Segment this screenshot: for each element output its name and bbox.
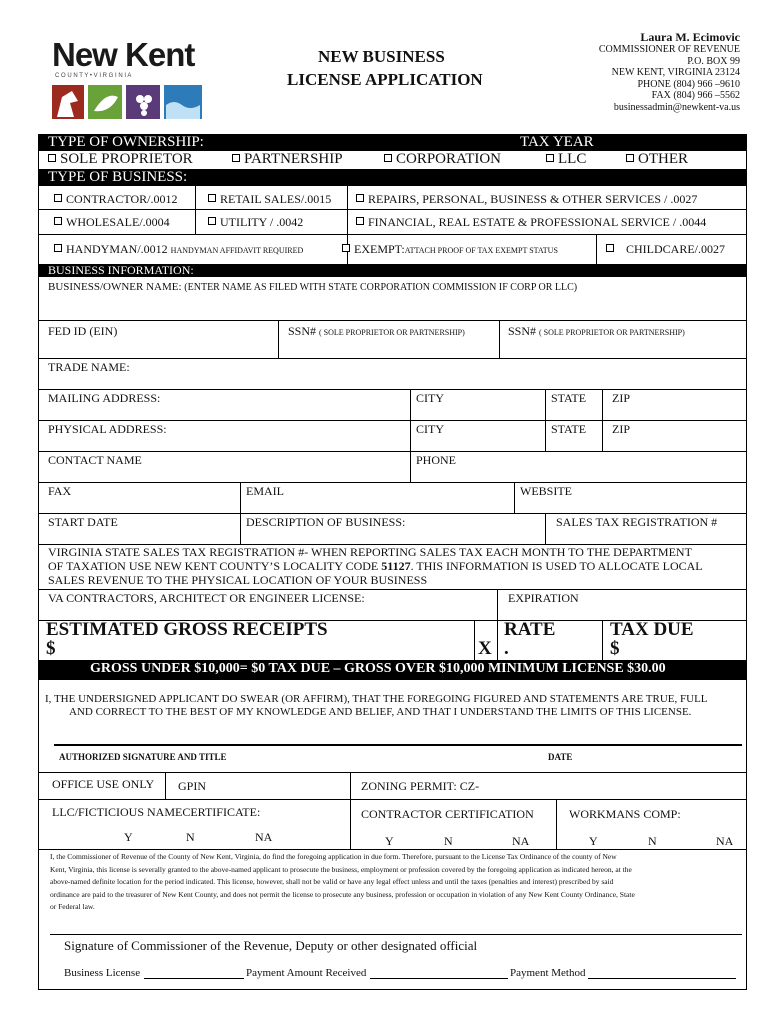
business-license-blank[interactable] [144, 978, 244, 979]
contact-name-field[interactable]: CONTACT NAME [48, 453, 142, 467]
option-repairs[interactable]: REPAIRS, PERSONAL, BUSINESS & OTHER SERVICES / .0027 [356, 192, 697, 207]
contractor-option-n[interactable]: N [444, 834, 453, 848]
checkbox[interactable] [606, 244, 614, 252]
handyman-note: HANDYMAN AFFIDAVIT REQUIRED [170, 246, 304, 255]
tax-year-label: TAX YEAR [520, 134, 594, 150]
mailing-state-field[interactable]: STATE [551, 391, 587, 405]
form-title-line2: LICENSE APPLICATION [287, 70, 483, 89]
checkbox[interactable] [48, 154, 56, 162]
workmans-comp-label: WORKMANS COMP: [569, 807, 681, 821]
affirmation-line1: I, THE UNDERSIGNED APPLICANT DO SWEAR (OR AFFIRM), THAT THE FOREGOING FIGURED AND STATEMENTS ARE TRUE, FULL [45, 693, 708, 705]
fax-field[interactable]: FAX [48, 484, 72, 498]
phone-number: PHONE (804) 966 –9610 [637, 78, 740, 90]
llc-option-na[interactable]: NA [255, 830, 273, 844]
checkbox[interactable] [54, 217, 62, 225]
option-contractor[interactable]: CONTRACTOR/.0012 [54, 192, 177, 207]
option-llc[interactable]: LLC [546, 151, 586, 168]
phone-field[interactable]: PHONE [416, 453, 457, 467]
mailing-address-field[interactable]: MAILING ADDRESS: [48, 391, 161, 405]
payment-method-label: Payment Method [510, 967, 586, 979]
option-wholesale[interactable]: WHOLESALE/.0004 [54, 215, 170, 230]
office-use-label: OFFICE USE ONLY [52, 777, 155, 791]
email-address: businessadmin@newkent-va.us [613, 101, 740, 113]
workmans-option-y[interactable]: Y [589, 834, 598, 848]
physical-zip-field[interactable]: ZIP [612, 422, 630, 436]
gross-receipts-dollar[interactable]: $ [46, 638, 56, 659]
sales-tax-registration-field[interactable]: SALES TAX REGISTRATION # [556, 515, 718, 529]
option-partnership[interactable]: PARTNERSHIP [232, 151, 343, 168]
mailing-city-field[interactable]: CITY [416, 391, 444, 405]
checkbox[interactable] [356, 217, 364, 225]
rate-field[interactable]: . [504, 638, 509, 659]
tax-due-label: TAX DUE [610, 619, 694, 640]
logo-tagline: C O U N T Y • V I R G I N I A [55, 73, 132, 79]
exempt-note: ATTACH PROOF OF TAX EXEMPT STATUS [404, 246, 558, 255]
commissioner-contact [599, 30, 740, 113]
description-field[interactable]: DESCRIPTION OF BUSINESS: [246, 515, 406, 529]
checkbox[interactable] [342, 244, 350, 252]
gross-minimum-text: GROSS UNDER $10,000= $0 TAX DUE – GROSS OVER $10,000 MINIMUM LICENSE $30.00 [90, 661, 666, 676]
fax-number: FAX (804) 966 –5562 [651, 90, 740, 101]
option-financial[interactable]: FINANCIAL, REAL ESTATE & PROFESSIONAL SERVICE / .0044 [356, 215, 706, 230]
contractor-certification-label: CONTRACTOR CERTIFICATION [361, 807, 534, 821]
website-field[interactable]: WEBSITE [520, 484, 572, 498]
payment-amount-blank[interactable] [370, 978, 508, 979]
contractor-option-y[interactable]: Y [385, 834, 394, 848]
email-field[interactable]: EMAIL [246, 484, 284, 498]
va-sales-tax-line3: SALES REVENUE TO THE PHYSICAL LOCATION OF YOUR BUSINESS [48, 573, 428, 587]
commissioner-statement: I, the Commissioner of Revenue of the County of New Kent, Virginia, do find the foregoing application in due form. Therefore, pursuant to the License Tax Ordinance of the county of New Kent, Virginia, this license is severally granted to the above-named applicant to prosecute the business, employment or profession covered by the foregoing application as indicated hereon, at the above-named definite location for the period indicated. This license, however, shall not be valid or have any legal effect unless and until the taxes (penalties and interest) prescribed by said ordinance are paid to the treasurer of New Kent County, and does not permit the license to prosecute any business, profession or occupation in violation of any New Kent County Ordinance, State or Federal law. [50, 852, 635, 912]
physical-address-field[interactable]: PHYSICAL ADDRESS: [48, 422, 167, 436]
affirmation-line2: AND CORRECT TO THE BEST OF MY KNOWLEDGE AND BELIEF, AND THAT I UNDERSTAND THE LIMITS OF THIS LICENSE. [69, 706, 692, 718]
expiration-field[interactable]: EXPIRATION [508, 591, 579, 605]
date-label: DATE [548, 752, 573, 762]
city-state-zip: NEW KENT, VIRGINIA 23124 [611, 67, 740, 78]
rate-label: RATE [504, 619, 556, 640]
gpin-field[interactable]: GPIN [178, 779, 207, 793]
checkbox[interactable] [626, 154, 634, 162]
llc-certificate-label: LLC/FICTICIOUS NAMECERTIFICATE: [52, 805, 261, 819]
contractor-option-na[interactable]: NA [512, 834, 530, 848]
va-sales-tax-line1: VIRGINIA STATE SALES TAX REGISTRATION #- WHEN REPORTING SALES TAX EACH MONTH TO THE DEPARTMENT [48, 545, 692, 559]
trade-name-field[interactable]: TRADE NAME: [48, 360, 130, 374]
commissioner-signature-label: Signature of Commissioner of the Revenue, Deputy or other designated official [64, 938, 478, 953]
owner-name-note: (ENTER NAME AS FILED WITH STATE CORPORATION COMMISSION IF CORP OR LLC) [184, 282, 578, 293]
checkbox[interactable] [54, 244, 62, 252]
estimated-gross-receipts-label: ESTIMATED GROSS RECEIPTS [46, 619, 328, 640]
checkbox[interactable] [232, 154, 240, 162]
fed-id-field[interactable]: FED ID (EIN) [48, 324, 118, 338]
mailing-zip-field[interactable]: ZIP [612, 391, 630, 405]
business-type-label: TYPE OF BUSINESS: [48, 169, 188, 185]
option-exempt[interactable]: EXEMPT:ATTACH PROOF OF TAX EXEMPT STATUS [342, 242, 558, 257]
checkbox[interactable] [54, 194, 62, 202]
commissioner-signature-line[interactable] [50, 934, 742, 935]
logo-icons [52, 83, 212, 121]
start-date-field[interactable]: START DATE [48, 515, 118, 529]
payment-method-blank[interactable] [588, 978, 736, 979]
checkbox[interactable] [356, 194, 364, 202]
va-sales-tax-line2: OF TAXATION USE NEW KENT COUNTY’S LOCALITY CODE 51127. THIS INFORMATION IS USED TO ALLOCATE LOCAL [48, 559, 703, 573]
business-license-label: Business License [64, 967, 141, 979]
po-box: P.O. BOX 99 [687, 55, 740, 67]
multiply-sign: X [478, 638, 492, 659]
option-childcare[interactable]: CHILDCARE/.0027 [606, 242, 725, 257]
contractor-license-field[interactable]: VA CONTRACTORS, ARCHITECT OR ENGINEER LICENSE: [48, 591, 365, 605]
option-handyman[interactable]: HANDYMAN/.0012 HANDYMAN AFFIDAVIT REQUIRED [54, 242, 303, 257]
business-info-label: BUSINESS INFORMATION: [48, 263, 194, 277]
ownership-label: TYPE OF OWNERSHIP: [48, 134, 204, 150]
form-title-line1: NEW BUSINESS [318, 47, 445, 66]
physical-state-field[interactable]: STATE [551, 422, 587, 436]
county-logo [52, 36, 214, 124]
checkbox[interactable] [208, 217, 216, 225]
ssn-field-2[interactable]: SSN# ( SOLE PROPRIETOR OR PARTNERSHIP) [508, 324, 685, 338]
checkbox[interactable] [384, 154, 392, 162]
checkbox[interactable] [546, 154, 554, 162]
zoning-permit-field[interactable]: ZONING PERMIT: CZ- [361, 779, 480, 793]
option-other[interactable]: OTHER [626, 151, 688, 168]
workmans-option-na[interactable]: NA [716, 834, 734, 848]
signature-line[interactable] [54, 744, 742, 746]
locality-code: 51127 [381, 559, 411, 573]
authorized-signature-label: AUTHORIZED SIGNATURE AND TITLE [59, 752, 227, 762]
option-retail[interactable]: RETAIL SALES/.0015 [208, 192, 331, 207]
commissioner-title: COMMISSIONER OF REVENUE [598, 44, 740, 55]
option-utility[interactable]: UTILITY / .0042 [208, 215, 303, 230]
ssn-field-1[interactable]: SSN# ( SOLE PROPRIETOR OR PARTNERSHIP) [288, 324, 465, 338]
workmans-option-n[interactable]: N [648, 834, 657, 848]
tax-due-dollar[interactable]: $ [610, 638, 620, 659]
payment-amount-label: Payment Amount Received [246, 967, 367, 979]
llc-option-n[interactable]: N [186, 830, 195, 844]
option-corporation[interactable]: CORPORATION [384, 151, 501, 168]
physical-city-field[interactable]: CITY [416, 422, 444, 436]
commissioner-name: Laura M. Ecimovic [640, 30, 740, 44]
llc-option-y[interactable]: Y [124, 830, 133, 844]
logo-wordmark: New Kent [52, 36, 195, 73]
owner-name-field[interactable]: BUSINESS/OWNER NAME: (ENTER NAME AS FILED WITH STATE CORPORATION COMMISSION IF CORP OR LLC) [48, 281, 578, 293]
option-sole-proprietor[interactable]: SOLE PROPRIETOR [48, 151, 193, 168]
checkbox[interactable] [208, 194, 216, 202]
